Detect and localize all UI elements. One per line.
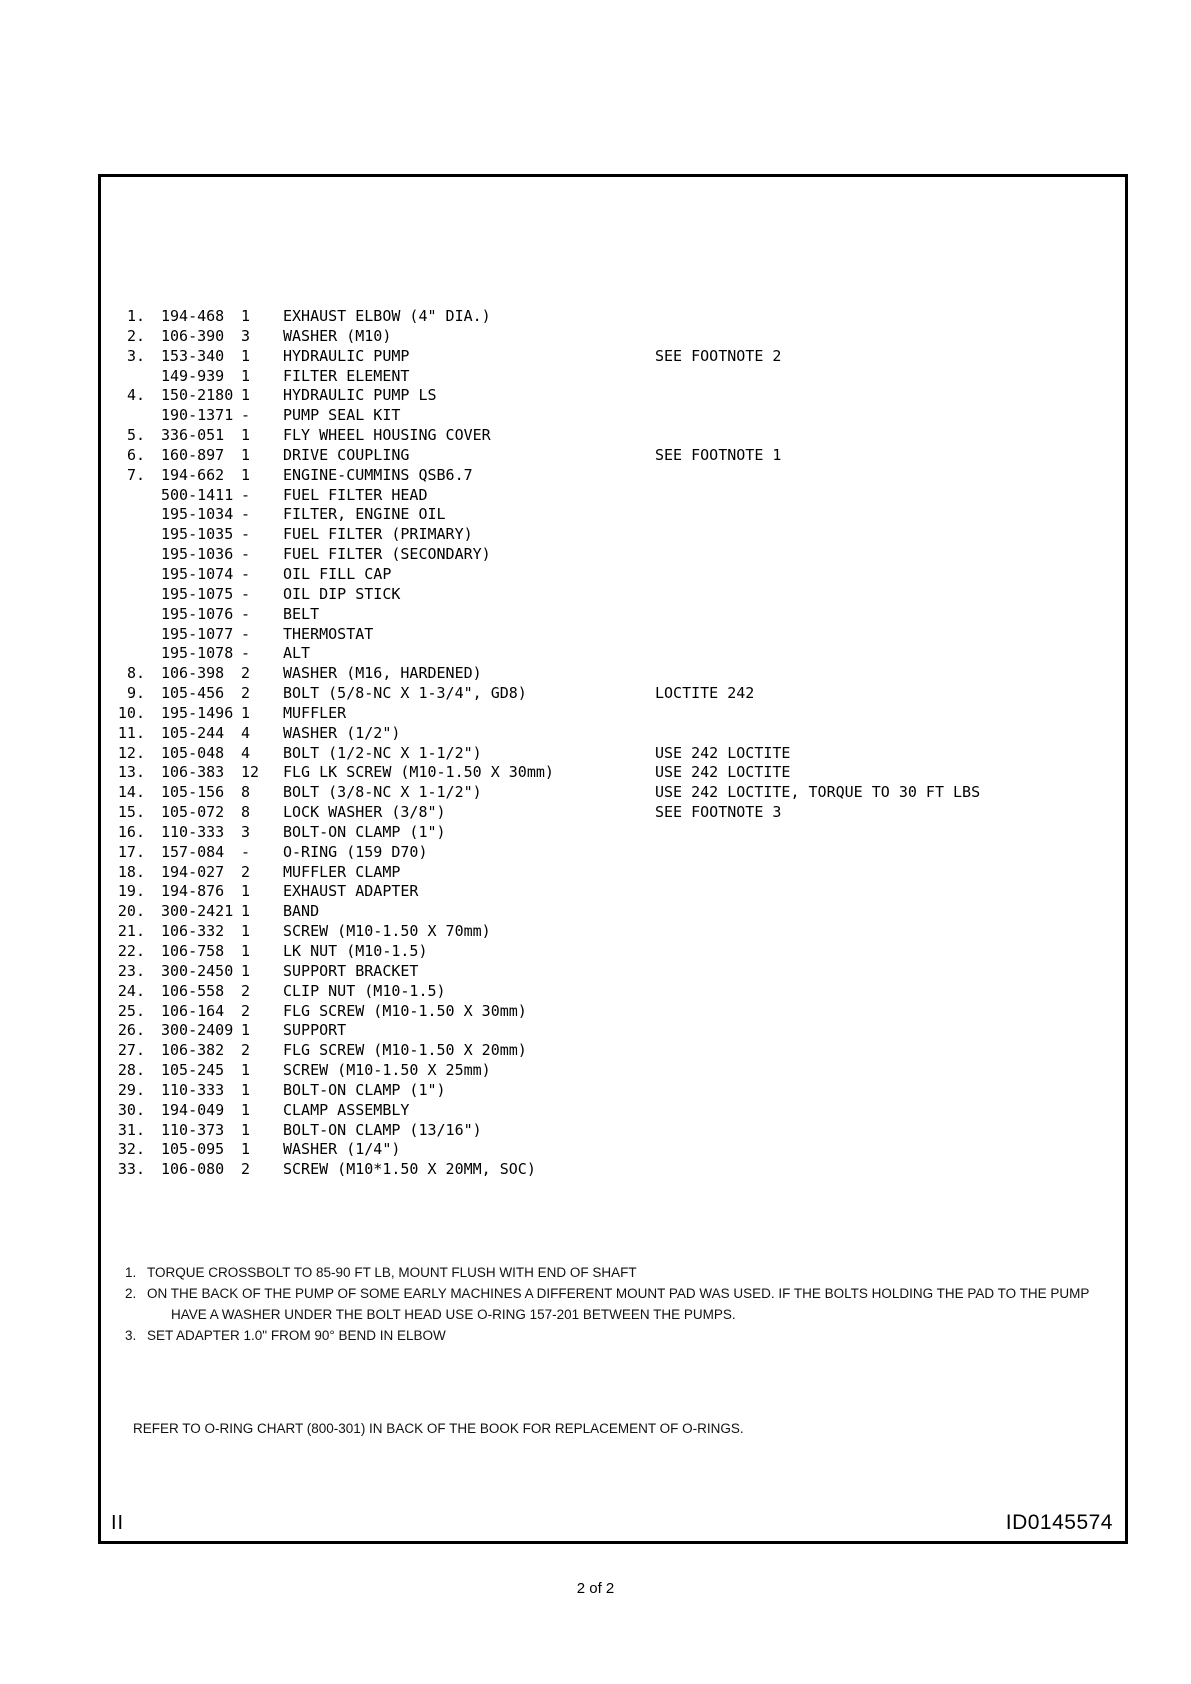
- quantity: 2: [241, 684, 251, 703]
- item-number: 7.: [126, 465, 145, 484]
- description: FILTER, ENGINE OIL: [283, 505, 446, 524]
- quantity: -: [241, 545, 251, 564]
- item-number: 10.: [117, 703, 145, 722]
- quantity: 2: [241, 981, 251, 1000]
- part-number: 195-1075: [161, 584, 234, 603]
- part-number: 194-662: [161, 465, 225, 484]
- item-number: 24.: [117, 981, 145, 1000]
- description: BOLT-ON CLAMP (1"): [283, 1080, 446, 1099]
- description: EXHAUST ADAPTER: [283, 882, 419, 901]
- quantity: 1: [241, 307, 251, 325]
- part-number: 149-939: [161, 366, 225, 385]
- part-number: 105-072: [161, 803, 225, 822]
- quantity: -: [241, 406, 251, 425]
- part-number: 194-876: [161, 882, 225, 901]
- part-number: 160-897: [161, 445, 225, 464]
- quantity: 4: [241, 743, 251, 762]
- part-number: 195-1496: [161, 703, 234, 722]
- description: O-RING (159 D70): [283, 842, 428, 861]
- quantity: 2: [241, 862, 251, 881]
- part-number: 106-332: [161, 922, 225, 941]
- item-number: 3.: [126, 346, 145, 365]
- quantity: -: [241, 564, 251, 583]
- description: HYDRAULIC PUMP: [283, 346, 410, 365]
- part-number: 110-333: [161, 822, 225, 841]
- footnote-text: ON THE BACK OF THE PUMP OF SOME EARLY MACHINES A DIFFERENT MOUNT PAD WAS USED. IF THE BOLTS HOLDING THE PAD TO THE PUMP: [147, 1286, 1090, 1301]
- description: FUEL FILTER (PRIMARY): [283, 525, 473, 544]
- quantity: 2: [241, 664, 251, 683]
- description: ENGINE-CUMMINS QSB6.7: [283, 465, 473, 484]
- item-number: 6.: [126, 445, 145, 464]
- item-number: 26.: [117, 1021, 145, 1040]
- item-number: 12.: [117, 743, 145, 762]
- drawing-id: ID0145574: [1005, 1511, 1113, 1534]
- o-ring-reference-note: REFER TO O-RING CHART (800-301) IN BACK OF THE BOOK FOR REPLACEMENT OF O-RINGS.: [133, 1421, 744, 1436]
- quantity: 8: [241, 783, 251, 802]
- description: DRIVE COUPLING: [283, 445, 410, 464]
- part-number: 195-1076: [161, 604, 234, 623]
- item-number: 33.: [117, 1160, 145, 1179]
- remark: SEE FOOTNOTE 2: [655, 346, 782, 365]
- part-number: 106-398: [161, 664, 225, 683]
- item-number: 32.: [117, 1140, 145, 1159]
- description: CLAMP ASSEMBLY: [283, 1100, 410, 1119]
- footnote-number: 3.: [125, 1328, 137, 1343]
- sheet-mark: II: [111, 1512, 125, 1534]
- item-number: 21.: [117, 922, 145, 941]
- quantity: -: [241, 584, 251, 603]
- remark: USE 242 LOCTITE, TORQUE TO 30 FT LBS: [655, 783, 981, 802]
- quantity: 2: [241, 1001, 251, 1020]
- quantity: 1: [241, 1021, 251, 1040]
- description: BOLT (1/2-NC X 1-1/2"): [283, 743, 482, 762]
- description: OIL DIP STICK: [283, 584, 401, 603]
- item-number: 5.: [126, 426, 145, 445]
- description: SCREW (M10-1.50 X 70mm): [283, 922, 491, 941]
- part-number: 110-373: [161, 1120, 225, 1139]
- description: SUPPORT: [283, 1021, 347, 1040]
- part-number: 106-390: [161, 326, 225, 345]
- drawing-frame: [98, 174, 1128, 1544]
- quantity: 1: [241, 961, 251, 980]
- item-number: 14.: [117, 783, 145, 802]
- description: FLG LK SCREW (M10-1.50 X 30mm): [283, 763, 554, 782]
- part-number: 195-1077: [161, 624, 234, 643]
- description: BOLT-ON CLAMP (13/16"): [283, 1120, 482, 1139]
- quantity: 1: [241, 1061, 251, 1080]
- item-number: 31.: [117, 1120, 145, 1139]
- footnote-text: TORQUE CROSSBOLT TO 85-90 FT LB, MOUNT FLUSH WITH END OF SHAFT: [147, 1265, 637, 1280]
- description: SUPPORT BRACKET: [283, 961, 419, 980]
- quantity: 2: [241, 1041, 251, 1060]
- part-number: 105-245: [161, 1061, 225, 1080]
- part-number: 150-2180: [161, 386, 234, 405]
- part-number: 195-1074: [161, 564, 234, 583]
- description: OIL FILL CAP: [283, 564, 392, 583]
- footnotes: [125, 1262, 1090, 1346]
- part-number: 500-1411: [161, 485, 234, 504]
- part-number: 336-051: [161, 426, 225, 445]
- remark: SEE FOOTNOTE 3: [655, 803, 782, 822]
- quantity: 1: [241, 445, 251, 464]
- description: HYDRAULIC PUMP LS: [283, 386, 437, 405]
- item-number: 15.: [117, 803, 145, 822]
- footnote-number: 2.: [125, 1286, 137, 1301]
- quantity: 1: [241, 1100, 251, 1119]
- description: ALT: [283, 644, 311, 663]
- quantity: 2: [241, 1160, 251, 1179]
- part-number: 106-558: [161, 981, 225, 1000]
- quantity: -: [241, 485, 251, 504]
- part-number: 195-1035: [161, 525, 234, 544]
- part-number: 300-2421: [161, 902, 234, 921]
- part-number: 194-468: [161, 307, 225, 325]
- item-number: 8.: [126, 664, 145, 683]
- part-number: 300-2450: [161, 961, 234, 980]
- remark: USE 242 LOCTITE: [655, 763, 791, 782]
- description: FLY WHEEL HOUSING COVER: [283, 426, 491, 445]
- quantity: -: [241, 525, 251, 544]
- quantity: -: [241, 842, 251, 861]
- item-number: 19.: [117, 882, 145, 901]
- part-number: 195-1034: [161, 505, 234, 524]
- quantity: 3: [241, 822, 251, 841]
- part-number: 106-164: [161, 1001, 225, 1020]
- quantity: 1: [241, 465, 251, 484]
- part-number: 194-027: [161, 862, 225, 881]
- remark: USE 242 LOCTITE: [655, 743, 791, 762]
- item-number: 13.: [117, 763, 145, 782]
- description: WASHER (1/2"): [283, 723, 401, 742]
- part-number: 195-1078: [161, 644, 234, 663]
- quantity: -: [241, 604, 251, 623]
- quantity: -: [241, 644, 251, 663]
- footnote-text: SET ADAPTER 1.0" FROM 90° BEND IN ELBOW: [147, 1328, 446, 1343]
- item-number: 20.: [117, 902, 145, 921]
- description: PUMP SEAL KIT: [283, 406, 401, 425]
- description: SCREW (M10-1.50 X 25mm): [283, 1061, 491, 1080]
- part-number: 153-340: [161, 346, 225, 365]
- item-number: 25.: [117, 1001, 145, 1020]
- part-number: 195-1036: [161, 545, 234, 564]
- description: SCREW (M10*1.50 X 20MM, SOC): [283, 1160, 536, 1179]
- description: EXHAUST ELBOW (4" DIA.): [283, 307, 491, 325]
- quantity: -: [241, 505, 251, 524]
- part-number: 106-758: [161, 942, 225, 960]
- quantity: 1: [241, 942, 251, 960]
- page-number: 2 of 2: [576, 1580, 615, 1597]
- quantity: 3: [241, 326, 251, 345]
- quantity: 1: [241, 386, 251, 405]
- part-number: 110-333: [161, 1080, 225, 1099]
- item-number: 28.: [117, 1061, 145, 1080]
- part-number: 190-1371: [161, 406, 234, 425]
- part-number: 194-049: [161, 1100, 225, 1119]
- item-number: 9.: [126, 684, 145, 703]
- description: WASHER (M10): [283, 326, 392, 345]
- item-number: 30.: [117, 1100, 145, 1119]
- part-number: 105-244: [161, 723, 225, 742]
- description: LOCK WASHER (3/8"): [283, 803, 446, 822]
- description: WASHER (1/4"): [283, 1140, 401, 1159]
- footnote-number: 1.: [125, 1265, 137, 1280]
- item-number: 4.: [126, 386, 145, 405]
- footnote-1: [125, 1262, 736, 1283]
- item-number: 22.: [117, 942, 145, 960]
- remark: LOCTITE 242: [655, 684, 755, 703]
- quantity: 8: [241, 803, 251, 822]
- part-number: 105-048: [161, 743, 225, 762]
- footnote-2: [125, 1283, 1090, 1304]
- description: BOLT-ON CLAMP (1"): [283, 822, 446, 841]
- part-number: 106-080: [161, 1160, 225, 1179]
- quantity: 1: [241, 1140, 251, 1159]
- description: BOLT (5/8-NC X 1-3/4", GD8): [283, 684, 527, 703]
- item-number: 17.: [117, 842, 145, 861]
- description: WASHER (M16, HARDENED): [283, 664, 482, 683]
- description: MUFFLER CLAMP: [283, 862, 401, 881]
- item-number: 16.: [117, 822, 145, 841]
- description: FILTER ELEMENT: [283, 366, 410, 385]
- quantity: 1: [241, 703, 251, 722]
- description: BOLT (3/8-NC X 1-1/2"): [283, 783, 482, 802]
- item-number: 2.: [126, 326, 145, 345]
- part-number: 300-2409: [161, 1021, 234, 1040]
- item-number: 23.: [117, 961, 145, 980]
- footnote-2-continuation: HAVE A WASHER UNDER THE BOLT HEAD USE O-RING 157-201 BETWEEN THE PUMPS.: [171, 1307, 736, 1322]
- quantity: 1: [241, 902, 251, 921]
- item-number: 18.: [117, 862, 145, 881]
- quantity: 4: [241, 723, 251, 742]
- quantity: 1: [241, 366, 251, 385]
- description: FLG SCREW (M10-1.50 X 30mm): [283, 1001, 527, 1020]
- description: LK NUT (M10-1.5): [283, 942, 428, 960]
- quantity: 1: [241, 1080, 251, 1099]
- quantity: 1: [241, 922, 251, 941]
- quantity: 1: [241, 346, 251, 365]
- item-number: 29.: [117, 1080, 145, 1099]
- quantity: 1: [241, 882, 251, 901]
- part-number: 105-456: [161, 684, 225, 703]
- quantity: 1: [241, 1120, 251, 1139]
- part-number: 105-095: [161, 1140, 225, 1159]
- description: FUEL FILTER (SECONDARY): [283, 545, 491, 564]
- item-number: 1.: [126, 307, 145, 325]
- item-number: 11.: [117, 723, 145, 742]
- part-number: 157-084: [161, 842, 225, 861]
- part-number: 105-156: [161, 783, 225, 802]
- description: MUFFLER: [283, 703, 347, 722]
- footnote-3: [125, 1325, 736, 1346]
- description: BELT: [283, 604, 320, 623]
- part-number: 106-383: [161, 763, 225, 782]
- description: BAND: [283, 902, 320, 921]
- quantity: -: [241, 624, 251, 643]
- part-number: 106-382: [161, 1041, 225, 1060]
- description: THERMOSTAT: [283, 624, 374, 643]
- quantity: 1: [241, 426, 251, 445]
- description: FUEL FILTER HEAD: [283, 485, 428, 504]
- remark: SEE FOOTNOTE 1: [655, 445, 782, 464]
- quantity: 12: [241, 763, 260, 782]
- description: FLG SCREW (M10-1.50 X 20mm): [283, 1041, 527, 1060]
- description: CLIP NUT (M10-1.5): [283, 981, 446, 1000]
- item-number: 27.: [117, 1041, 145, 1060]
